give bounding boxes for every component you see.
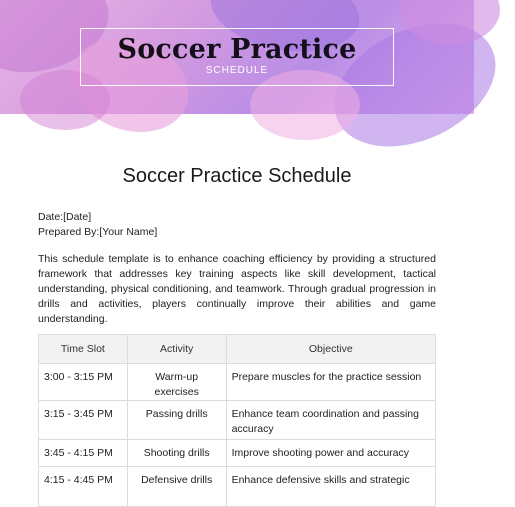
- objective-cell: Enhance team coordination and passing accuracy: [226, 401, 435, 440]
- column-header-activity: Activity: [127, 335, 226, 364]
- banner-frame: [80, 28, 394, 86]
- document-title: Soccer Practice Schedule: [122, 165, 352, 187]
- activity-cell: Defensive drills: [127, 467, 226, 507]
- prepared-by-field: Prepared By:[Your Name]: [38, 226, 158, 238]
- objective-cell: Enhance defensive skills and strategic: [226, 467, 435, 507]
- table-row: [39, 401, 436, 440]
- objective-cell: Prepare muscles for the practice session: [226, 364, 435, 401]
- schedule-table: [38, 334, 436, 507]
- table-row: [39, 467, 436, 507]
- table-row: [39, 440, 436, 467]
- activity-cell: Passing drills: [127, 401, 226, 440]
- header-banner: [0, 0, 474, 114]
- table-row: [39, 364, 436, 401]
- column-header-objective: Objective: [226, 335, 435, 364]
- column-header-time-slot: Time Slot: [39, 335, 128, 364]
- table-header-row: [39, 335, 436, 364]
- activity-cell: Shooting drills: [127, 440, 226, 467]
- banner-title: Soccer Practice: [117, 34, 357, 65]
- time-slot-cell: 3:15 - 3:45 PM: [39, 401, 128, 440]
- intro-paragraph: This schedule template is to enhance coaching efficiency by providing a structured framework that addresses key training aspects like skill development, tactical understanding, physical conditioning, and teamwork. Through gradual progression in drills and activities, players continually improve their abilities and game understanding.: [38, 253, 436, 325]
- date-field: Date:[Date]: [38, 211, 92, 223]
- banner-subtitle: SCHEDULE: [205, 65, 269, 76]
- time-slot-cell: 3:00 - 3:15 PM: [39, 364, 128, 401]
- time-slot-cell: 3:45 - 4:15 PM: [39, 440, 128, 467]
- time-slot-cell: 4:15 - 4:45 PM: [39, 467, 128, 507]
- activity-cell: Warm-up exercises: [127, 364, 226, 401]
- objective-cell: Improve shooting power and accuracy: [226, 440, 435, 467]
